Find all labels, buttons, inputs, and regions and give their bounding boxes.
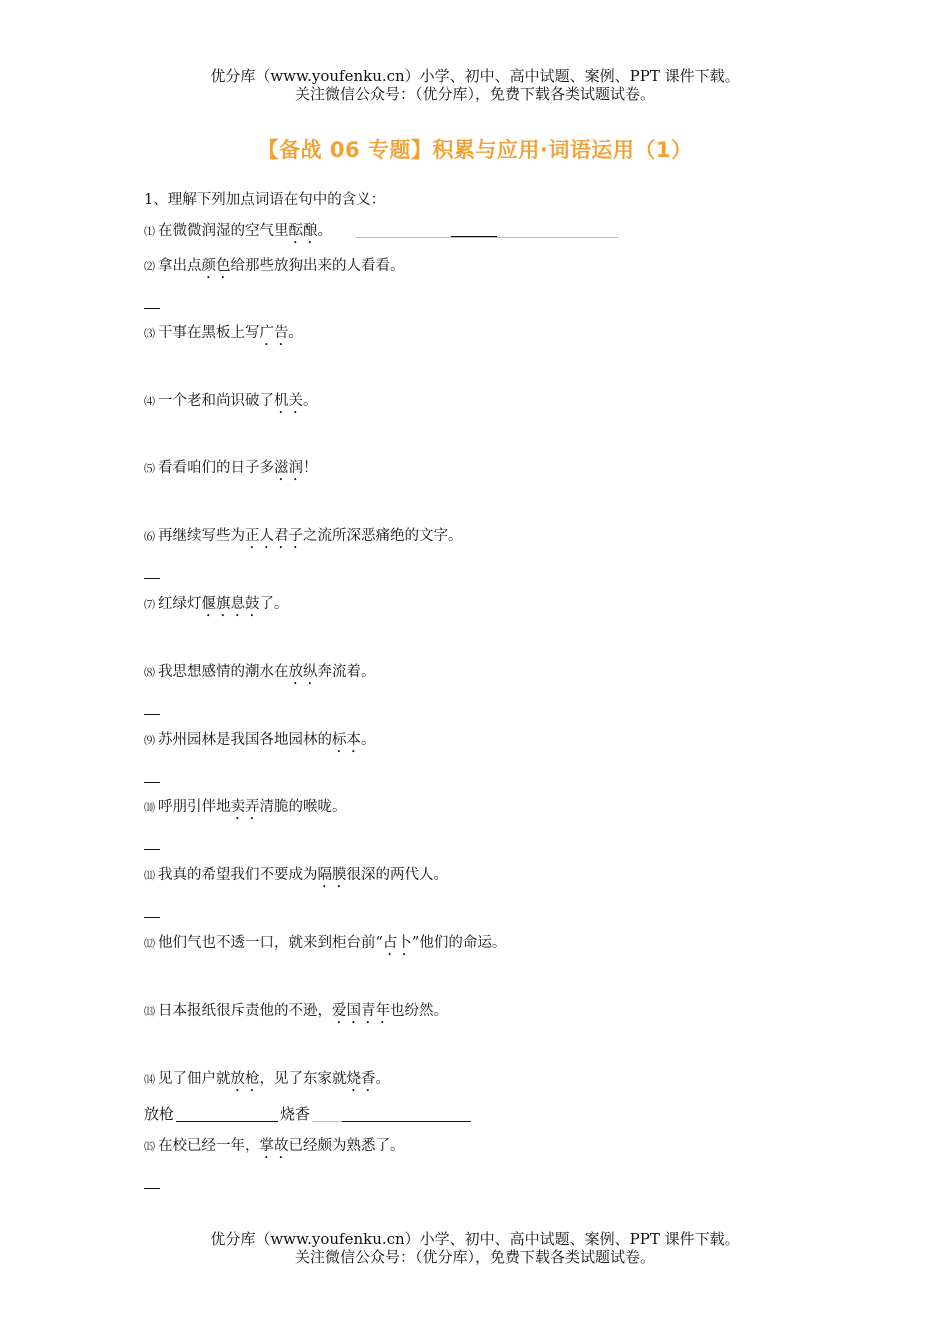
answer-dash	[144, 308, 160, 309]
emphasized-word: 放纵	[288, 664, 318, 680]
question-number: ⒀	[144, 1005, 155, 1018]
question-number: ⑾	[144, 869, 155, 882]
question-number: ⑷	[144, 395, 155, 408]
emphasized-word: 掌故	[259, 1138, 289, 1154]
question-4: ⑷ 一个老和尚识破了机关。	[144, 393, 318, 409]
answer-dash	[144, 849, 160, 850]
instruction: 1、理解下列加点词语在句中的含义：	[144, 192, 386, 208]
question-9: ⑼ 苏州园林是我国各地园林的标本。	[144, 732, 376, 748]
emphasized-word: 卖弄	[230, 799, 260, 815]
emphasized-word: 机关	[274, 393, 303, 409]
question-8: ⑻ 我思想感情的潮水在放纵奔流着。	[144, 664, 376, 680]
footer-line-2: 关注微信公众号：（优分库），免费下载各类试题试卷。	[294, 1248, 655, 1266]
question-15: ⒂ 在校已经一年，掌故已经颇为熟悉了。	[144, 1138, 405, 1154]
question-number: ⒁	[144, 1073, 155, 1086]
question-1: ⑴ 在微微润湿的空气里酝酿。	[144, 223, 332, 239]
question-number: ⑴	[144, 225, 155, 238]
question-7: ⑺ 红绿灯偃旗息鼓了。	[144, 596, 289, 612]
question-number: ⑵	[144, 260, 155, 273]
question-number: ⑻	[144, 666, 155, 679]
answer-label-fangqiang: 放枪	[144, 1105, 175, 1123]
question-3: ⑶ 干事在黑板上写广告。	[144, 325, 303, 341]
question-number: ⑶	[144, 327, 155, 340]
emphasized-word: 酝酿	[288, 223, 318, 239]
emphasized-word: 正人君子	[245, 528, 303, 544]
question-12: ⑿ 他们气也不透一口，就来到柜台前“占卜”他们的命运。	[144, 935, 507, 951]
header-line-1: 优分库（www.youfenku.cn）小学、初中、高中试题、案例、PPT 课件下载。	[210, 67, 740, 85]
answer-dash	[144, 578, 160, 579]
answer-line	[342, 1121, 471, 1122]
question-14: ⒁ 见了佃户就放枪，见了东家就烧香。	[144, 1071, 390, 1087]
emphasized-word: 广告	[259, 325, 289, 341]
question-6: ⑹ 再继续写些为正人君子之流所深恶痛绝的文字。	[144, 528, 463, 544]
question-number: ⑿	[144, 937, 155, 950]
answer-dash	[144, 782, 160, 783]
question-number: ⑹	[144, 530, 155, 543]
emphasized-word: 标本	[332, 732, 361, 748]
question-10: ⑽ 呼朋引伴地卖弄清脆的喉咙。	[144, 799, 347, 815]
answer-label-shaoxiang: 烧香	[280, 1105, 311, 1123]
answer-dash	[144, 917, 160, 918]
emphasized-word: 放枪	[230, 1071, 260, 1087]
emphasized-word: 隔膜	[317, 867, 347, 883]
emphasized-word: 占卜	[382, 935, 412, 951]
emphasized-word: 偃旗息鼓	[201, 596, 260, 612]
question-13: ⒀ 日本报纸很斥责他的不逊，爱国青年也纷然。	[144, 1003, 448, 1019]
emphasized-word: 颜色	[201, 258, 231, 274]
question-2: ⑵ 拿出点颜色给那些放狗出来的人看看。	[144, 258, 405, 274]
emphasized-word: 烧香	[346, 1071, 376, 1087]
question-number: ⑸	[144, 462, 155, 475]
question-number: ⑼	[144, 734, 155, 747]
question-number: ⑺	[144, 598, 155, 611]
answer-dash	[144, 714, 160, 715]
footer-line-1: 优分库（www.youfenku.cn）小学、初中、高中试题、案例、PPT 课件下载。	[210, 1230, 740, 1248]
emphasized-word: 爱国青年	[332, 1003, 390, 1019]
header-line-2: 关注微信公众号：（优分库），免费下载各类试题试卷。	[294, 85, 655, 103]
answer-dash	[144, 1188, 160, 1189]
answer-line	[356, 237, 618, 238]
answer-line	[312, 1121, 342, 1122]
question-5: ⑸ 看看咱们的日子多滋润！	[144, 460, 318, 476]
answer-line	[451, 236, 497, 237]
emphasized-word: 滋润	[274, 460, 303, 476]
question-11: ⑾ 我真的希望我们不要成为隔膜很深的两代人。	[144, 867, 448, 883]
question-number: ⒂	[144, 1140, 155, 1153]
answer-line	[176, 1121, 278, 1122]
question-number: ⑽	[144, 801, 155, 814]
page-title: 【备战 06 专题】积累与应用·词语运用（1）	[257, 138, 693, 162]
